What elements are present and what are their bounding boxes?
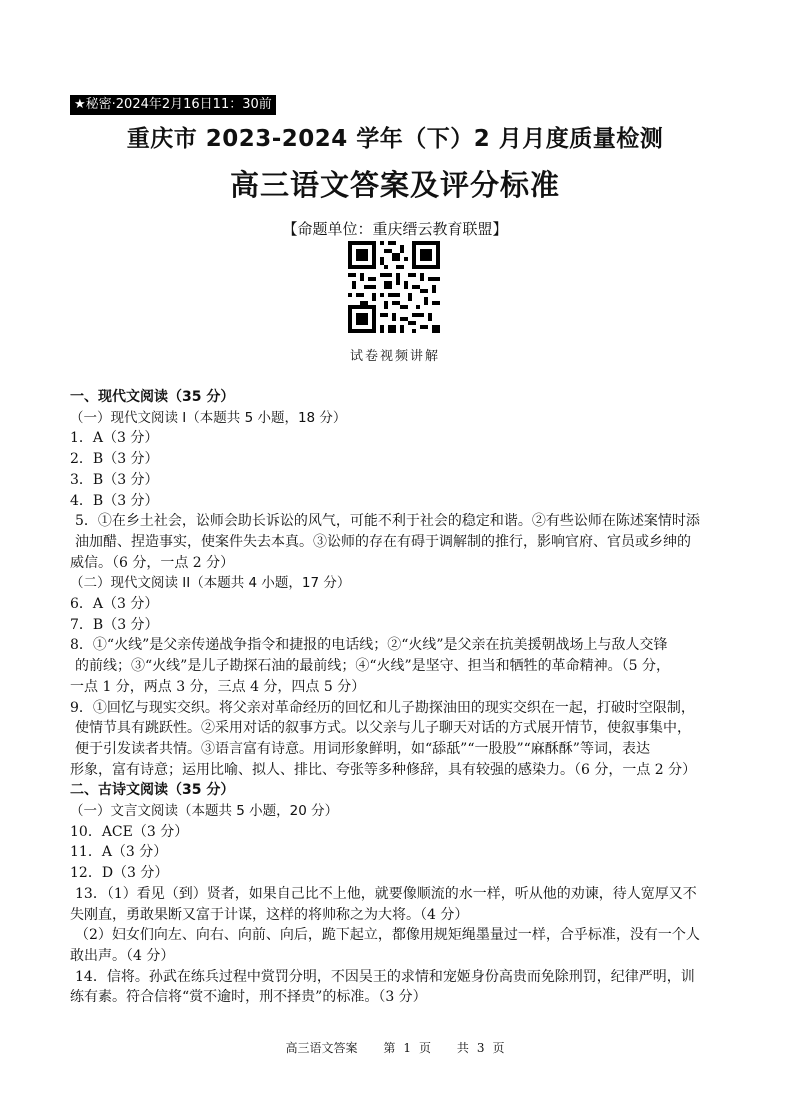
answer-line: 使情节具有跳跃性。②采用对话的叙事方式。以父亲与儿子聊天对话的方式展开情节，使叙事集中， [75, 720, 691, 737]
answer-item: 10．ACE（3 分） [70, 823, 189, 840]
footer-total-unit: 页 [492, 1041, 505, 1055]
page-footer [0, 1039, 790, 1056]
answer-line: 敢出声。（4 分） [70, 947, 175, 964]
answer-item: 3．B（3 分） [70, 471, 159, 488]
footer-total-prefix: 共 [456, 1041, 469, 1055]
footer-total-pages: 3 [476, 1041, 485, 1055]
answer-item: 8．①“火线”是父亲传递战争指令和捷报的电话线；②“火线”是父亲在抗美援朝战场上与敌人交锋 [70, 637, 668, 654]
section-heading: 二、古诗文阅读（35 分） [70, 782, 235, 799]
answer-line: 的前线；③“火线”是儿子勘探石油的最前线；④“火线”是坚守、担当和牺牲的革命精神。（5 分， [75, 658, 670, 675]
subsection-heading: （一）现代文阅读 I（本题共 5 小题，18 分） [70, 409, 347, 426]
subsection-heading: （一）文言文阅读（本题共 5 小题，20 分） [70, 803, 339, 820]
answer-item: 1．A（3 分） [70, 430, 159, 447]
qr-caption: 试卷视频讲解 [349, 349, 440, 364]
answer-item: 13．（1）看见（到）贤者，如果自己比不上他，就要像顺流的水一样，听从他的劝谏，待人宽厚又不 [75, 885, 697, 902]
answer-line: 失刚直，勇敢果断又富于计谋，这样的将帅称之为大将。（4 分） [70, 906, 469, 923]
answer-line: 形象，富有诗意；运用比喻、拟人、排比、夸张等多种修辞，具有较强的感染力。（6 分，一点 2 分） [70, 761, 697, 778]
answer-item: 7．B（3 分） [70, 616, 159, 633]
author-unit: 【命题单位：重庆缙云教育联盟】 [282, 220, 508, 238]
answer-item: 12．D（3 分） [70, 865, 169, 882]
footer-page-unit: 页 [418, 1041, 431, 1055]
secret-tag: ★秘密·2024年2月16日11：30前 [70, 95, 276, 115]
footer-doc-name: 高三语文答案 [285, 1041, 358, 1055]
section-heading: 一、现代文阅读（35 分） [70, 389, 235, 405]
answer-item: 11．A（3 分） [70, 844, 168, 861]
doc-title: 高三语文答案及评分标准 [229, 168, 560, 202]
subsection-heading: （二）现代文阅读 II（本题共 4 小题，17 分） [70, 575, 351, 592]
answer-line: 练有素。符合信将“赏不逾时，刑不择贵”的标准。（3 分） [70, 989, 427, 1006]
exam-title: 重庆市 2023-2024 学年（下）2 月月度质量检测 [126, 126, 664, 152]
answer-line: （2）妇女们向左、向右、向前、向后，跪下起立，都像用规矩绳墨量过一样，合乎标准，没有一个人 [75, 927, 700, 944]
answer-item: 4．B（3 分） [70, 492, 159, 509]
answer-body [70, 387, 722, 1008]
answer-line: 便于引发读者共情。③语言富有诗意。用词形象鲜明，如“舔舐”“一股股”“麻酥酥”等词，表达 [75, 740, 650, 757]
answer-item: 5．①在乡土社会，讼师会助长诉讼的风气，可能不利于社会的稳定和谐。②有些讼师在陈述案情时添 [75, 513, 700, 530]
answer-item: 6．A（3 分） [70, 596, 159, 613]
qr-code-icon[interactable] [348, 241, 440, 333]
footer-page-number: 1 [403, 1041, 411, 1055]
answer-item: 2．B（3 分） [70, 451, 159, 468]
answer-line: 威信。（6 分，一点 2 分） [70, 554, 235, 571]
answer-item: 14．信将。孙武在练兵过程中赏罚分明，不因吴王的求情和宠姬身份高贵而免除刑罚，纪律严明，训 [75, 968, 695, 985]
answer-item: 9．①回忆与现实交织。将父亲对革命经历的回忆和儿子勘探油田的现实交织在一起，打破时空限制， [70, 699, 695, 716]
answer-line: 油加醋、捏造事实，使案件失去本真。③讼师的存在有碍于调解制的推行，影响官府、官员或乡绅的 [75, 533, 691, 550]
footer-page-prefix: 第 [383, 1041, 396, 1055]
answer-line: 一点 1 分，两点 3 分，三点 4 分，四点 5 分） [70, 678, 366, 695]
